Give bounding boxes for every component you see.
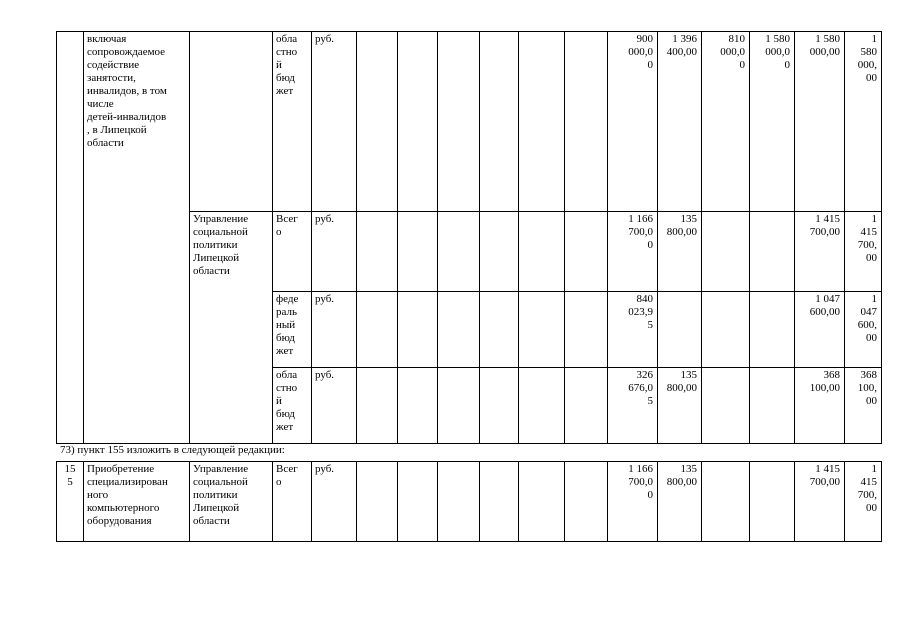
value-cell: 135 800,00 (658, 368, 702, 444)
empty-cell (480, 368, 519, 444)
value-cell: 1 415 700, 00 (845, 462, 882, 542)
empty-cell (519, 292, 565, 368)
executor-cell: Управление социальной политики Липецкой области (190, 462, 273, 542)
unit-cell: руб. (312, 368, 357, 444)
value-cell: 1 580 000,00 (795, 32, 845, 212)
empty-cell (519, 368, 565, 444)
value-cell: 1 166 700,0 0 (608, 462, 658, 542)
value-cell: 1 580 000,0 0 (750, 32, 795, 212)
value-cell (750, 212, 795, 292)
empty-cell (480, 462, 519, 542)
empty-cell (357, 462, 398, 542)
value-cell: 1 047 600, 00 (845, 292, 882, 368)
empty-cell (480, 292, 519, 368)
value-cell: 1 166 700,0 0 (608, 212, 658, 292)
amendment-note: 73) пункт 155 изложить в следующей редакции: (60, 444, 285, 456)
funding-source-cell: обла стно й бюд жет (273, 32, 312, 212)
measure-name-cell: Приобретение специализирован ного компьютерного оборудования (84, 462, 190, 542)
value-cell: 840 023,9 5 (608, 292, 658, 368)
empty-cell (398, 32, 438, 212)
executor-cell (190, 32, 273, 212)
unit-cell: руб. (312, 32, 357, 212)
value-cell: 1 415 700,00 (795, 212, 845, 292)
row-number-cell (57, 32, 84, 444)
value-cell (658, 292, 702, 368)
value-cell: 1 396 400,00 (658, 32, 702, 212)
value-cell: 368 100, 00 (845, 368, 882, 444)
funding-source-cell: феде раль ный бюд жет (273, 292, 312, 368)
value-cell: 1 047 600,00 (795, 292, 845, 368)
executor-cell: Управление социальной политики Липецкой области (190, 212, 273, 444)
empty-cell (480, 212, 519, 292)
value-cell (702, 212, 750, 292)
funding-source-cell: обла стно й бюд жет (273, 368, 312, 444)
measure-name-cell: включая сопровождаемое содействие занятости, инвалидов, в том числе детей-инвалидов , в Липецкой области (84, 32, 190, 444)
empty-cell (519, 462, 565, 542)
value-cell: 900 000,0 0 (608, 32, 658, 212)
empty-cell (357, 292, 398, 368)
empty-cell (519, 32, 565, 212)
value-cell (750, 462, 795, 542)
empty-cell (565, 32, 608, 212)
value-cell: 1 580 000, 00 (845, 32, 882, 212)
empty-cell (565, 292, 608, 368)
value-cell: 326 676,0 5 (608, 368, 658, 444)
program-table-continuation (56, 31, 882, 444)
empty-cell (357, 368, 398, 444)
value-cell: 810 000,0 0 (702, 32, 750, 212)
empty-cell (357, 212, 398, 292)
empty-cell (398, 212, 438, 292)
funding-source-cell: Всег о (273, 212, 312, 292)
value-cell (702, 462, 750, 542)
empty-cell (438, 292, 480, 368)
funding-source-cell: Всег о (273, 462, 312, 542)
unit-cell: руб. (312, 292, 357, 368)
value-cell: 1 415 700,00 (795, 462, 845, 542)
empty-cell (357, 32, 398, 212)
empty-cell (519, 212, 565, 292)
value-cell: 135 800,00 (658, 212, 702, 292)
empty-cell (398, 368, 438, 444)
unit-cell: руб. (312, 462, 357, 542)
value-cell: 1 415 700, 00 (845, 212, 882, 292)
empty-cell (438, 462, 480, 542)
empty-cell (438, 368, 480, 444)
value-cell (702, 368, 750, 444)
empty-cell (565, 212, 608, 292)
empty-cell (438, 32, 480, 212)
empty-cell (398, 462, 438, 542)
value-cell: 135 800,00 (658, 462, 702, 542)
value-cell: 368 100,00 (795, 368, 845, 444)
empty-cell (398, 292, 438, 368)
value-cell (750, 368, 795, 444)
table-row (57, 462, 882, 542)
row-number-cell: 15 5 (57, 462, 84, 542)
value-cell (750, 292, 795, 368)
value-cell (702, 292, 750, 368)
table-row (57, 32, 882, 212)
empty-cell (565, 368, 608, 444)
empty-cell (565, 462, 608, 542)
program-table-item-155 (56, 461, 882, 542)
empty-cell (480, 32, 519, 212)
empty-cell (438, 212, 480, 292)
unit-cell: руб. (312, 212, 357, 292)
